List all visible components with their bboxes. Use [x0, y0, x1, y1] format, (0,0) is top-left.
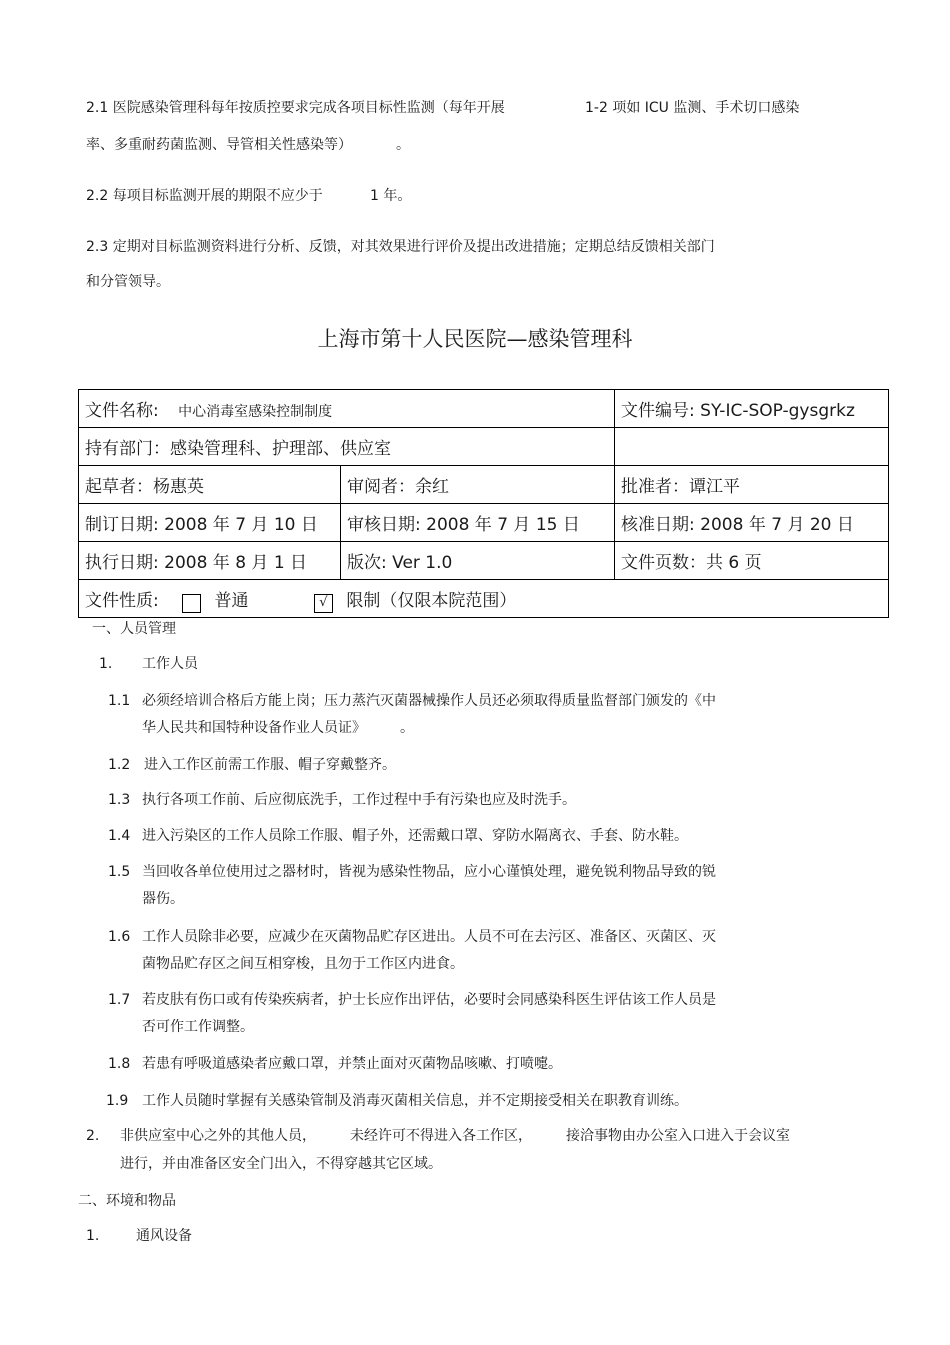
rule-1-1-number: 1.1: [108, 693, 131, 709]
file-name-cell: [79, 390, 615, 428]
rule-1-1-line2: 华人民共和国特种设备作业人员证》: [142, 720, 366, 736]
file-name-label: 文件名称:: [85, 401, 159, 421]
para-2-1-line2: 率、多重耐药菌监测、导管相关性感染等）: [86, 137, 352, 153]
approver-cell: 批准者：谭江平: [615, 466, 889, 504]
version-cell: 版次: Ver 1.0: [341, 542, 615, 580]
rule-1-2-text: 进入工作区前需工作服、帽子穿戴整齐。: [144, 757, 396, 773]
file-nature-cell: [79, 580, 889, 618]
header-row-2: [79, 428, 889, 466]
header-row-1: [79, 390, 889, 428]
rule-1-5-line2: 器伤。: [142, 891, 184, 907]
rule-1-4-text: 进入污染区的工作人员除工作服、帽子外，还需戴口罩、穿防水隔离衣、手套、防水鞋。: [142, 828, 688, 844]
rule-1-7-line2: 否可作工作调整。: [142, 1019, 254, 1035]
item-1-text: 工作人员: [142, 656, 198, 672]
header-row-6: [79, 580, 889, 618]
rule-1-2-number: 1.2: [108, 757, 131, 773]
empty-cell: [615, 428, 889, 466]
rule-1-3-number: 1.3: [108, 792, 131, 808]
para-2-1-period: 。: [396, 137, 410, 153]
rule-1-6-number: 1.6: [108, 929, 131, 945]
file-number-cell: 文件编号: SY-IC-SOP-gysgrkz: [615, 390, 889, 428]
header-row-4: [79, 504, 889, 542]
item-2-line2: 进行，并由准备区安全门出入，不得穿越其它区域。: [120, 1156, 442, 1172]
para-2-3-line2: 和分管领导。: [86, 274, 170, 290]
file-nature-label: 文件性质:: [85, 591, 159, 611]
review-date-cell: 审核日期: 2008 年 7 月 15 日: [341, 504, 615, 542]
document-header-table: [78, 389, 889, 618]
file-name-value: 中心消毒室感染控制制度: [178, 404, 333, 420]
rule-1-9-number: 1.9: [106, 1093, 129, 1109]
item-2-part2: 未经许可不得进入各工作区，: [350, 1128, 532, 1144]
rule-1-7-line1: 若皮肤有伤口或有传染疾病者，护士长应作出评估，必要时会同感染科医生评估该工作人员是: [142, 992, 716, 1008]
normal-label: 普通: [214, 591, 249, 611]
normal-checkbox[interactable]: [182, 594, 201, 613]
rule-1-5-line1: 当回收各单位使用过之器材时，皆视为感染性物品，应小心谨慎处理，避免锐利物品导致的锐: [142, 864, 716, 880]
para-2-1-line1-cont: 1-2 项如 ICU 监测、手术切口感染: [585, 100, 800, 116]
drafter-cell: 起草者：杨惠英: [79, 466, 341, 504]
exec-date-cell: 执行日期: 2008 年 8 月 1 日: [79, 542, 341, 580]
reviewer-cell: 审阅者：余红: [341, 466, 615, 504]
rule-1-4-number: 1.4: [108, 828, 131, 844]
rule-1-9-text: 工作人员随时掌握有关感染管制及消毒灭菌相关信息，并不定期接受相关在职教育训练。: [142, 1093, 688, 1109]
rule-1-5-number: 1.5: [108, 864, 131, 880]
section-2-heading: 二、环境和物品: [78, 1193, 176, 1209]
rule-1-1-line1: 必须经培训合格后方能上岗；压力蒸汽灭菌器械操作人员还必须取得质量监督部门颁发的《中: [142, 693, 716, 709]
para-2-2-cont: 1 年。: [370, 188, 412, 204]
item-3-number: 1.: [86, 1228, 100, 1244]
section-1-heading: 一、人员管理: [92, 621, 176, 637]
item-2-part3: 接洽事物由办公室入口进入于会议室: [566, 1128, 790, 1144]
para-2-2: 2.2 每项目标监测开展的期限不应少于: [86, 188, 323, 204]
rule-1-6-line1: 工作人员除非必要，应减少在灭菌物品贮存区进出。人员不可在去污区、准备区、灭菌区、灭: [142, 929, 716, 945]
rule-1-3-text: 执行各项工作前、后应彻底洗手，工作过程中手有污染也应及时洗手。: [142, 792, 576, 808]
check-mark-icon: √: [319, 594, 328, 610]
header-row-3: [79, 466, 889, 504]
item-2-number: 2.: [86, 1128, 100, 1144]
item-1-number: 1.: [99, 656, 113, 672]
pages-cell: 文件页数：共 6 页: [615, 542, 889, 580]
item-3-text: 通风设备: [136, 1228, 192, 1244]
made-date-cell: 制订日期: 2008 年 7 月 10 日: [79, 504, 341, 542]
header-row-5: [79, 542, 889, 580]
restricted-checkbox[interactable]: [314, 594, 333, 613]
rule-1-7-number: 1.7: [108, 992, 131, 1008]
rule-1-6-line2: 菌物品贮存区之间互相穿梭，且勿于工作区内进食。: [142, 956, 464, 972]
rule-1-1-period: 。: [400, 720, 414, 736]
para-2-3-line1: 2.3 定期对目标监测资料进行分析、反馈，对其效果进行评价及提出改进措施；定期总结反馈相关部门: [86, 239, 715, 255]
approve-date-cell: 核准日期: 2008 年 7 月 20 日: [615, 504, 889, 542]
owner-cell: 持有部门：感染管理科、护理部、供应室: [79, 428, 615, 466]
rule-1-8-number: 1.8: [108, 1056, 131, 1072]
para-2-1-line1: 2.1 医院感染管理科每年按质控要求完成各项目标性监测（每年开展: [86, 100, 505, 116]
item-2-part1: 非供应室中心之外的其他人员，: [120, 1128, 316, 1144]
document-title: 上海市第十人民医院—感染管理科: [317, 327, 633, 351]
rule-1-8-text: 若患有呼吸道感染者应戴口罩，并禁止面对灭菌物品咳嗽、打喷嚏。: [142, 1056, 562, 1072]
restricted-label: 限制（仅限本院范围）: [346, 591, 517, 611]
